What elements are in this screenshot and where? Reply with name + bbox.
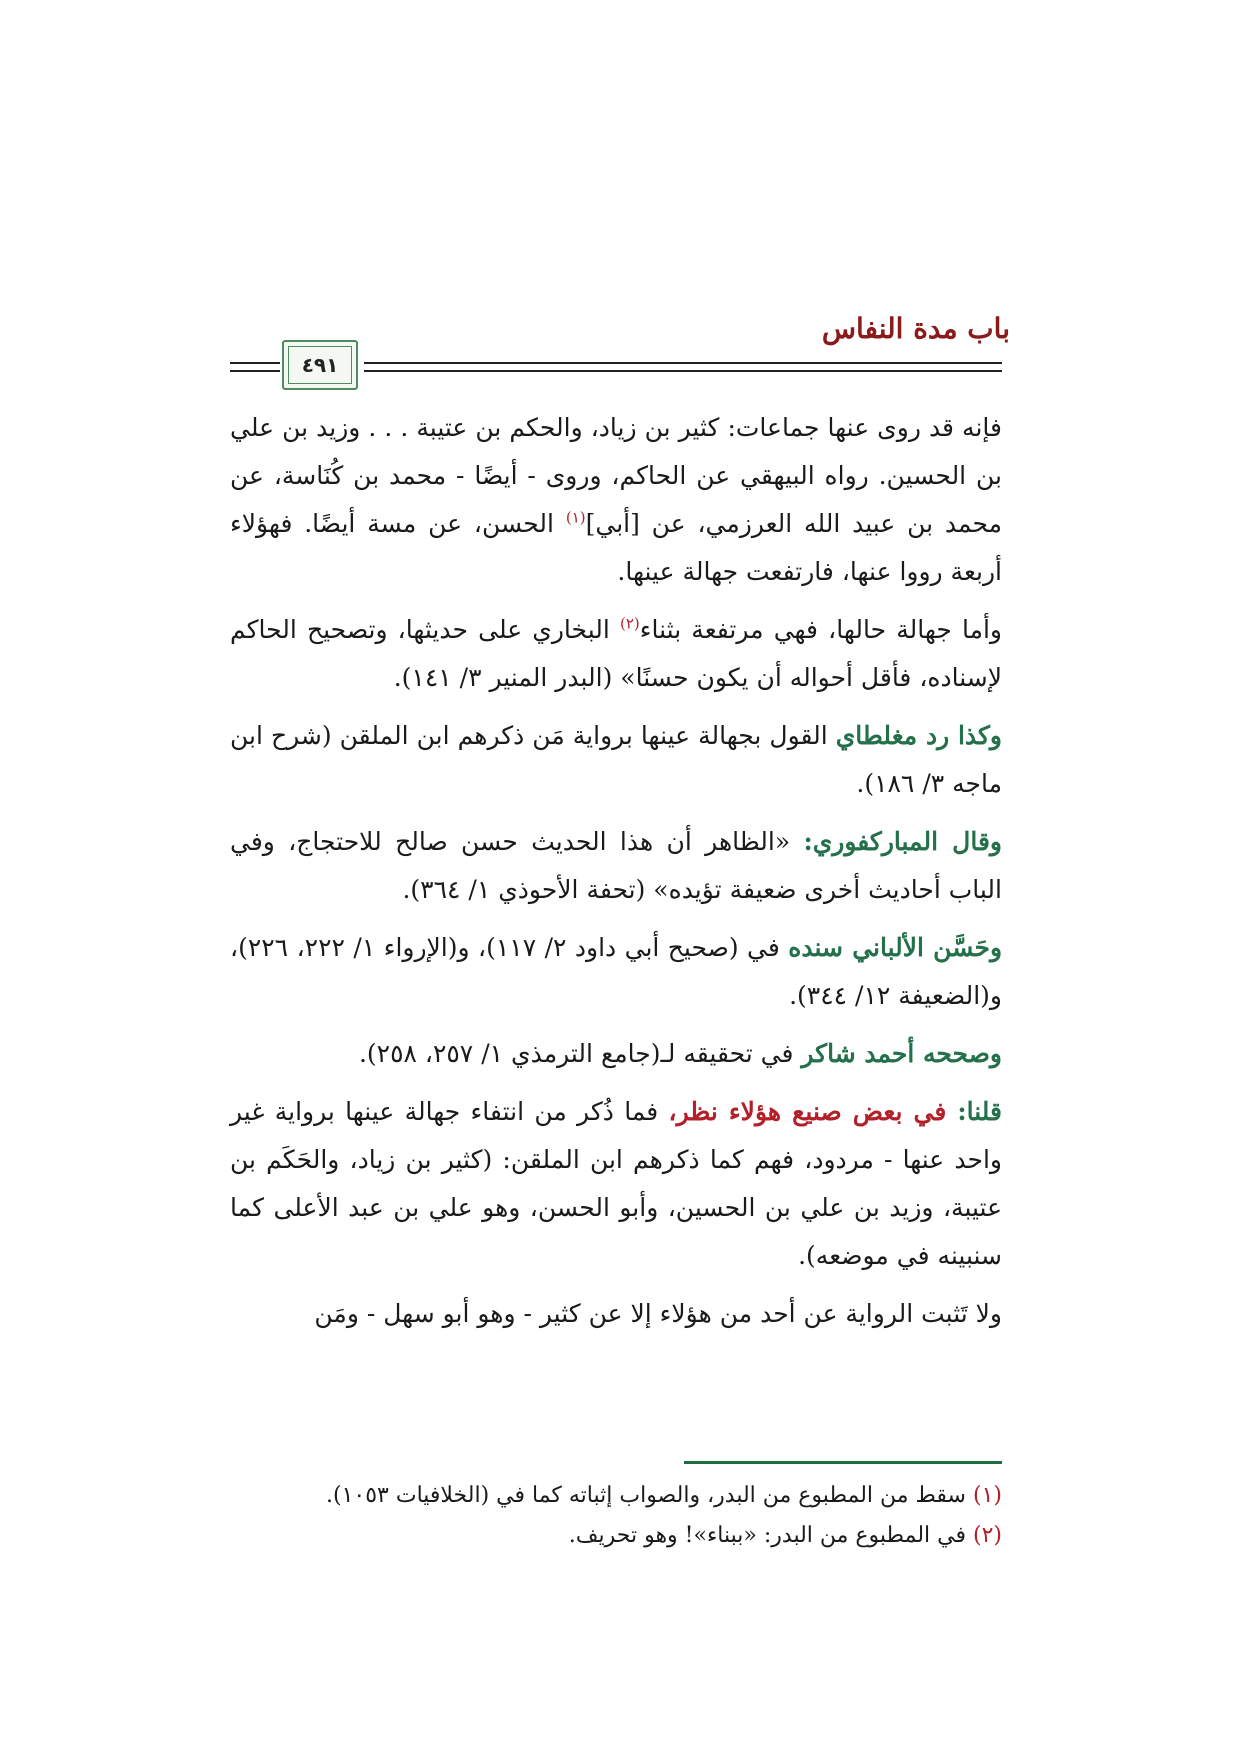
highlighted-phrase: وصححه أحمد شاكر — [801, 1039, 1002, 1068]
text-run: فإنه قد روى عنها جماعات: كثير بن زياد، والحكم بن عتيبة . . . وزيد بن علي بن الحسين. رواه البيهقي عن الحاكم، وروى - أيضًا - محمد بن كُنَاسة، عن محمد بن عبيد الله العرزمي، عن [أبي] — [230, 413, 1002, 538]
text-run: في تحقيقه لـ(جامع الترمذي ١/ ٢٥٧، ٢٥٨). — [358, 1039, 802, 1068]
text-run: الحسن، عن مسة أيضًا. فهؤلاء أربعة رووا عنها، فارتفعت جهالة عينها. — [230, 509, 1002, 586]
highlighted-phrase: قلنا: — [957, 1097, 1002, 1126]
highlighted-phrase: وقال المباركفوري: — [803, 827, 1002, 856]
text-run: فما ذُكر من انتفاء جهالة عينها برواية غير واحد عنها - مردود، فهم كما ذكرهم ابن الملقن: (كثير بن زياد، والحَكَم بن عتيبة، وزيد بن علي بن الحسين، وأبو الحسن، وهو علي بن عبد الأعلى كما سنبينه في موضعه). — [230, 1097, 1002, 1270]
paragraph — [230, 1088, 1002, 1280]
page-number-badge — [282, 340, 358, 390]
paragraph — [230, 712, 1002, 808]
highlighted-phrase: وحَسَّن الألباني سنده — [788, 933, 1003, 962]
header-rule-left — [230, 362, 280, 372]
footnote-ref-1[interactable]: (١) — [565, 508, 586, 527]
footnote-text: سقط من المطبوع من البدر، والصواب إثباته كما في (الخلافيات ١٠٥٣). — [326, 1483, 973, 1508]
paragraph — [230, 1030, 1002, 1078]
text-run: وأما جهالة حالها، فهي مرتفعة بثناء — [639, 615, 1002, 644]
footnote-1 — [230, 1476, 1002, 1516]
footnote-ref-2[interactable]: (٢) — [619, 614, 640, 633]
footnotes — [230, 1476, 1002, 1556]
main-text — [230, 404, 1002, 1348]
footnote-number: (٢) — [972, 1523, 1002, 1548]
paragraph — [230, 1290, 1002, 1338]
page-number: ٤٩١ — [301, 353, 339, 377]
highlighted-phrase: وكذا رد مغلطاي — [835, 721, 1002, 750]
text-run: «الظاهر أن هذا الحديث حسن صالح للاحتجاج، وفي الباب أحاديث أخرى ضعيفة تؤيده» (تحفة الأحوذي ١/ ٣٦٤). — [230, 827, 1002, 904]
footnote-text: في المطبوع من البدر: «ببناء»! وهو تحريف. — [568, 1523, 973, 1548]
footnote-separator — [684, 1461, 1002, 1464]
text-run: القول بجهالة عينها برواية مَن ذكرهم ابن الملقن (شرح ابن ماجه ٣/ ١٨٦). — [230, 721, 1002, 798]
paragraph — [230, 404, 1002, 596]
paragraph — [230, 606, 1002, 702]
highlighted-phrase-red: في بعض صنيع هؤلاء نظر، — [668, 1097, 958, 1126]
text-run: البخاري على حديثها، وتصحيح الحاكم لإسناده، فأقل أحواله أن يكون حسنًا» (البدر المنير ٣/ ١٤١). — [230, 615, 1002, 692]
text-run: في (صحيح أبي داود ٢/ ١١٧)، و(الإرواء ١/ ٢٢٢، ٢٢٦)، و(الضعيفة ١٢/ ٣٤٤). — [230, 933, 1002, 1010]
paragraph — [230, 924, 1002, 1020]
footnote-number: (١) — [972, 1483, 1002, 1508]
paragraph — [230, 818, 1002, 914]
header-rule — [364, 362, 1002, 372]
chapter-title: باب مدة النفاس — [821, 312, 1010, 345]
footnote-2 — [230, 1516, 1002, 1556]
text-run: ولا تَثبت الرواية عن أحد من هؤلاء إلا عن كثير - وهو أبو سهل - ومَن — [314, 1299, 1002, 1328]
